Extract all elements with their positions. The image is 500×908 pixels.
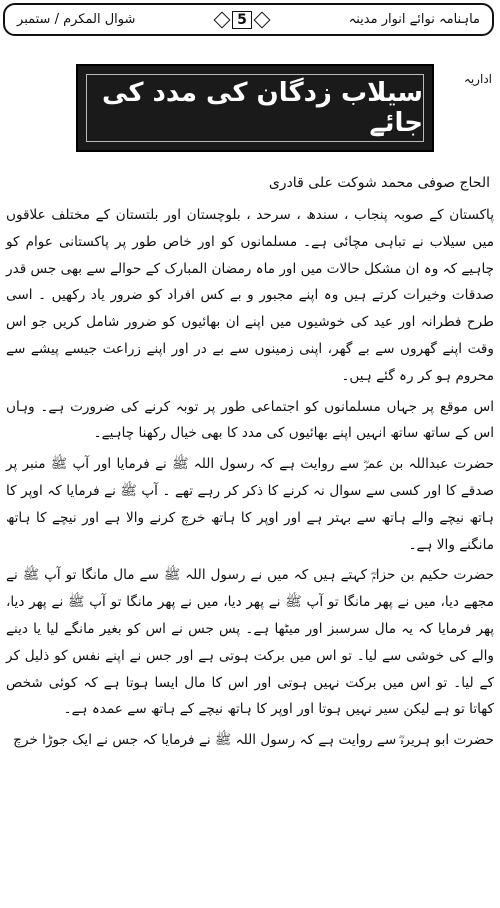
paragraph: حضرت ابو ہریرہؓ سے روایت ہے کہ رسول اللہ ﷺ نے فرمایا کہ جس نے ایک جوڑا خرچ	[13, 732, 494, 749]
magazine-name: ماہنامہ نوائے انوار مدینہ	[348, 12, 480, 27]
page-number-box	[216, 11, 268, 29]
article-body	[6, 202, 494, 758]
title-banner	[76, 64, 434, 152]
title-banner-frame	[86, 74, 424, 142]
paragraph: حضرت عبداللہ بن عمرؓ سے روایت ہے کہ رسول اللہ ﷺ نے فرمایا اور آپ ﷺ منبر پر صدقے کا اور کسی سے سوال نہ کرنے کا ذکر کر رہے تھے ۔ آپ ﷺ نے فرمایا کہ اوپر کا ہاتھ نیچے والے ہاتھ سے بہتر ہے اور اوپر کا ہاتھ خرچ کرنے والا ہے اور نیچے کا ہاتھ مانگنے والا ہے۔	[6, 456, 494, 553]
article-title: سیلاب زدگان کی مدد کی جائے	[102, 78, 423, 138]
section-label: اداریہ	[463, 72, 492, 86]
author-name: الحاج صوفی محمد شوکت علی قادری	[268, 175, 490, 191]
diamond-ornament-icon	[214, 11, 231, 28]
issue-date: شوال المکرم / ستمبر	[17, 12, 136, 27]
paragraph: حضرت حکیم بن حزامؓ کہتے ہیں کہ میں نے رسول اللہ ﷺ سے مال مانگا تو آپ ﷺ نے مجھے دیا، میں نے پھر مانگا تو آپ ﷺ نے پھر دیا، میں نے پھر مانگا تو آپ ﷺ نے پھر دیا، پھر فرمایا کہ یہ مال سرسبز اور میٹھا ہے۔ پس جس نے اس کو بغیر مانگے لیا یا دینے والے کی خوشی سے لیا۔ تو اس میں برکت ہوتی ہے اور جس نے اپنے نفس کو ذلیل کر کے لیا۔ تو اس میں برکت نہیں ہوتی اور اس کا مال ایسا ہوتا ہے کہ کوئی شخص کھاتا تو ہے لیکن سیر نہیں ہوتا اور اوپر کا ہاتھ نیچے کے ہاتھ سے عمدہ ہے۔	[6, 567, 494, 718]
paragraph: پاکستان کے صوبہ پنجاب ، سندھ ، سرحد ، بلوچستان اور بلتستان کے مختلف علاقوں میں سیلاب نے تباہی مچائی ہے۔ مسلمانوں کو اور خاص طور پر پاکستانی عوام کو چاہیے کہ وہ ان مشکل حالات میں اور ماہ رمضان المبارک کے حوالے سے بھی جس قدر صدقات وخیرات کرتے ہیں وہ اپنے مجبور و بے کس افراد کو ضرور یاد رکھیں ۔ اسی طرح فطرانہ اور عید کی خوشیوں میں اپنے ان بھائیوں کو ضرور شامل کریں جو اس وقت اپنے گھروں سے بے گھر، اپنی زمینوں سے بے در اور اپنے زراعت جیسے پیشے سے محروم ہو کر رہ گئے ہیں۔	[6, 207, 494, 384]
diamond-ornament-icon	[253, 11, 270, 28]
page-header	[3, 3, 494, 36]
page-number: 5	[232, 11, 252, 29]
paragraph: اس موقع پر جہاں مسلمانوں کو اجتماعی طور پر توبہ کرنے کی ضرورت ہے۔ وہاں اس کے ساتھ ساتھ انہیں اپنے بھائیوں کی مدد کا بھی خیال رکھنا چاہیے۔	[6, 398, 494, 442]
